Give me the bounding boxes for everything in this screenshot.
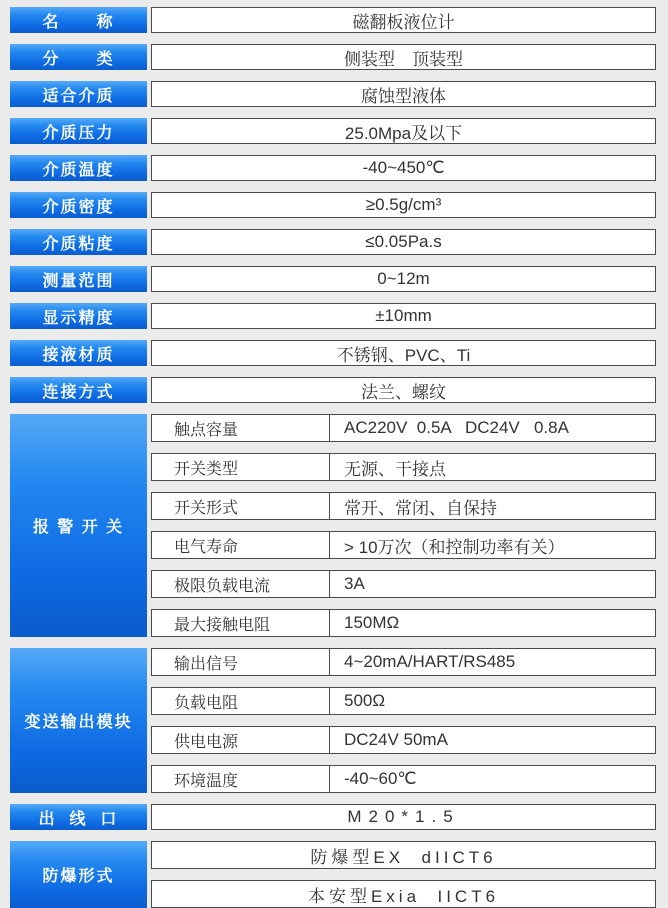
sub-label-power-supply: 供电电源 xyxy=(152,727,330,753)
row-label-media-pressure: 介质压力 xyxy=(10,118,147,144)
sub-label-ambient-temperature: 环境温度 xyxy=(152,766,330,792)
row-label-media-temperature: 介质温度 xyxy=(10,155,147,181)
sub-label-limit-load-current: 极限负载电流 xyxy=(152,571,330,597)
sub-value-switch-form: 常开、常闭、自保持 xyxy=(344,498,497,518)
sub-label-max-contact-resistance: 最大接触电阻 xyxy=(152,610,330,636)
sub-label-electrical-life: 电气寿命 xyxy=(152,532,330,558)
row-label-media-density: 介质密度 xyxy=(10,192,147,218)
sub-row-max-contact-resistance xyxy=(151,609,656,637)
sub-value-switch-type: 无源、干接点 xyxy=(344,459,446,479)
row-value-media-temperature: -40~450℃ xyxy=(151,155,656,181)
section-alarm-switch xyxy=(10,414,668,637)
sub-row-electrical-life xyxy=(151,531,656,559)
sub-value-intrinsically-safe: 本安型Exia IICT6 xyxy=(307,886,500,906)
sub-label-switch-type: 开关类型 xyxy=(152,454,330,480)
row-label-measuring-range: 测量范围 xyxy=(10,266,147,292)
row-label-name: 名 称 xyxy=(10,7,147,33)
section-explosion-proof xyxy=(10,841,668,908)
row-value-cable-outlet: M20*1.5 xyxy=(151,804,656,830)
spec-row-wetted-material xyxy=(10,340,668,366)
explosion-proof-rows xyxy=(151,841,656,908)
row-label-category: 分 类 xyxy=(10,44,147,70)
row-value-measuring-range: 0~12m xyxy=(151,266,656,292)
sub-value-contact-capacity: AC220V 0.5A DC24V 0.8A xyxy=(344,418,569,437)
spec-row-media-temperature xyxy=(10,155,668,181)
section-label-transmitter-module: 变送输出模块 xyxy=(10,648,147,793)
spec-row-media-pressure xyxy=(10,118,668,144)
row-label-suitable-media: 适合介质 xyxy=(10,81,147,107)
sub-value-explosion-proof-ex: 防爆型EX dIICT6 xyxy=(310,847,497,867)
sub-row-power-supply xyxy=(151,726,656,754)
sub-label-switch-form: 开关形式 xyxy=(152,493,330,519)
row-value-media-pressure: 25.0Mpa及以下 xyxy=(151,118,656,144)
row-value-display-accuracy: ±10mm xyxy=(151,303,656,329)
sub-row-switch-type xyxy=(151,453,656,481)
spec-row-connection-type xyxy=(10,377,668,403)
sub-value-load-resistance: 500Ω xyxy=(344,691,386,710)
spec-row-display-accuracy xyxy=(10,303,668,329)
spec-row-media-density xyxy=(10,192,668,218)
row-value-suitable-media: 腐蚀型液体 xyxy=(151,81,656,107)
section-label-alarm-switch: 报 警 开 关 xyxy=(10,414,147,637)
sub-row-output-signal xyxy=(151,648,656,676)
sub-row-load-resistance xyxy=(151,687,656,715)
alarm-switch-rows xyxy=(151,414,656,637)
row-value-name: 磁翻板液位计 xyxy=(151,7,656,33)
sub-value-ambient-temperature: -40~60℃ xyxy=(344,769,417,788)
row-label-display-accuracy: 显示精度 xyxy=(10,303,147,329)
spec-row-suitable-media xyxy=(10,81,668,107)
sub-row-switch-form xyxy=(151,492,656,520)
spec-row-name xyxy=(10,7,668,33)
sub-label-load-resistance: 负载电阻 xyxy=(152,688,330,714)
sub-value-max-contact-resistance: 150MΩ xyxy=(344,613,400,632)
sub-value-power-supply: DC24V 50mA xyxy=(344,730,448,749)
row-value-category: 侧装型 顶装型 xyxy=(151,44,656,70)
row-value-wetted-material: 不锈钢、PVC、Ti xyxy=(151,340,656,366)
row-label-cable-outlet: 出 线 口 xyxy=(10,804,147,830)
sub-label-contact-capacity: 触点容量 xyxy=(152,415,330,441)
sub-row-explosion-proof-ex xyxy=(151,841,656,869)
spec-row-category xyxy=(10,44,668,70)
row-value-media-viscosity: ≤0.05Pa.s xyxy=(151,229,656,255)
row-label-wetted-material: 接液材质 xyxy=(10,340,147,366)
row-label-connection-type: 连接方式 xyxy=(10,377,147,403)
sub-value-limit-load-current: 3A xyxy=(344,574,365,593)
spec-row-cable-outlet xyxy=(10,804,668,830)
section-label-explosion-proof: 防爆形式 xyxy=(10,841,147,908)
row-value-connection-type: 法兰、螺纹 xyxy=(151,377,656,403)
row-value-media-density: ≥0.5g/cm³ xyxy=(151,192,656,218)
sub-label-output-signal: 输出信号 xyxy=(152,649,330,675)
row-label-media-viscosity: 介质粘度 xyxy=(10,229,147,255)
spec-row-measuring-range xyxy=(10,266,668,292)
sub-row-limit-load-current xyxy=(151,570,656,598)
spec-row-media-viscosity xyxy=(10,229,668,255)
sub-value-output-signal: 4~20mA/HART/RS485 xyxy=(344,652,516,671)
sub-row-contact-capacity xyxy=(151,414,656,442)
sub-row-intrinsically-safe xyxy=(151,880,656,908)
section-transmitter-module xyxy=(10,648,668,793)
transmitter-module-rows xyxy=(151,648,656,793)
sub-row-ambient-temperature xyxy=(151,765,656,793)
sub-value-electrical-life: > 10万次（和控制功率有关） xyxy=(344,537,565,557)
